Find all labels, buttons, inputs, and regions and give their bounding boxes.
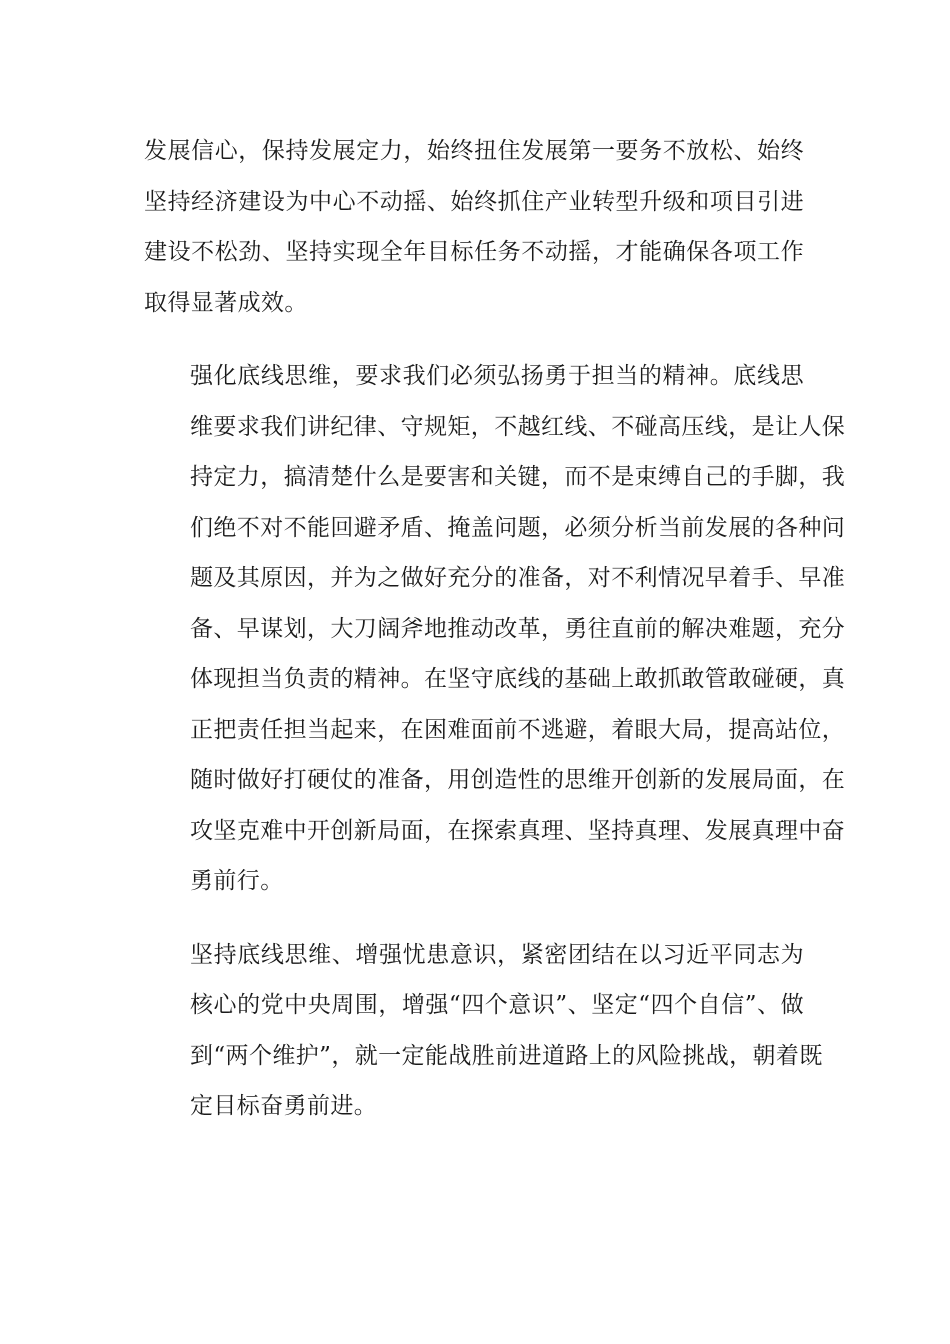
text-line: 勇前行。 — [190, 868, 284, 894]
text-line: 坚持底线思维、增强忧患意识，紧密团结在以习近平同志为 — [190, 941, 804, 968]
text-line: 题及其原因，并为之做好充分的准备，对不利情况早着手、早准 — [190, 565, 846, 591]
text-line: 坚持经济建设为中心不动摇、始终抓住产业转型升级和项目引进 — [144, 188, 804, 215]
text-line: 正把责任担当起来，在困难面前不逃避，着眼大局，提高站位， — [190, 716, 846, 743]
text-line: 维要求我们讲纪律、守规矩，不越红线、不碰高压线，是让人保 — [190, 413, 846, 440]
text-line: 持定力，搞清楚什么是要害和关键，而不是束缚自己的手脚，我 — [190, 464, 846, 490]
text-line: 强化底线思维，要求我们必须弘扬勇于担当的精神。底线思 — [190, 363, 804, 389]
paragraph-1 — [144, 126, 804, 328]
text-line: 取得显著成效。 — [144, 289, 308, 316]
text-line: 到“两个维护”，就一定能战胜前进道路上的风险挑战，朝着既 — [190, 1042, 823, 1069]
text-line: 们绝不对不能回避矛盾、掩盖问题，必须分析当前发展的各种问 — [190, 514, 846, 541]
text-line: 核心的党中央周围，增强“四个意识”、坚定“四个自信”、做 — [190, 992, 804, 1018]
paragraph-3 — [144, 930, 823, 1132]
text-line: 随时做好打硬仗的准备，用创造性的思维开创新的发展局面，在 — [190, 767, 846, 793]
text-line: 体现担当负责的精神。在坚守底线的基础上敢抓敢管敢碰硬，真 — [190, 666, 846, 692]
text-line: 备、早谋划，大刀阔斧地推动改革，勇往直前的解决难题，充分 — [190, 615, 846, 642]
text-line: 定目标奋勇前进。 — [190, 1093, 378, 1119]
text-line: 建设不松劲、坚持实现全年目标任务不动摇，才能确保各项工作 — [144, 239, 804, 265]
paragraph-2 — [144, 351, 846, 907]
document-body — [144, 126, 846, 1155]
text-line: 发展信心，保持发展定力，始终扭住发展第一要务不放松、始终 — [144, 138, 804, 164]
text-line: 攻坚克难中开创新局面，在探索真理、坚持真理、发展真理中奋 — [190, 817, 846, 844]
